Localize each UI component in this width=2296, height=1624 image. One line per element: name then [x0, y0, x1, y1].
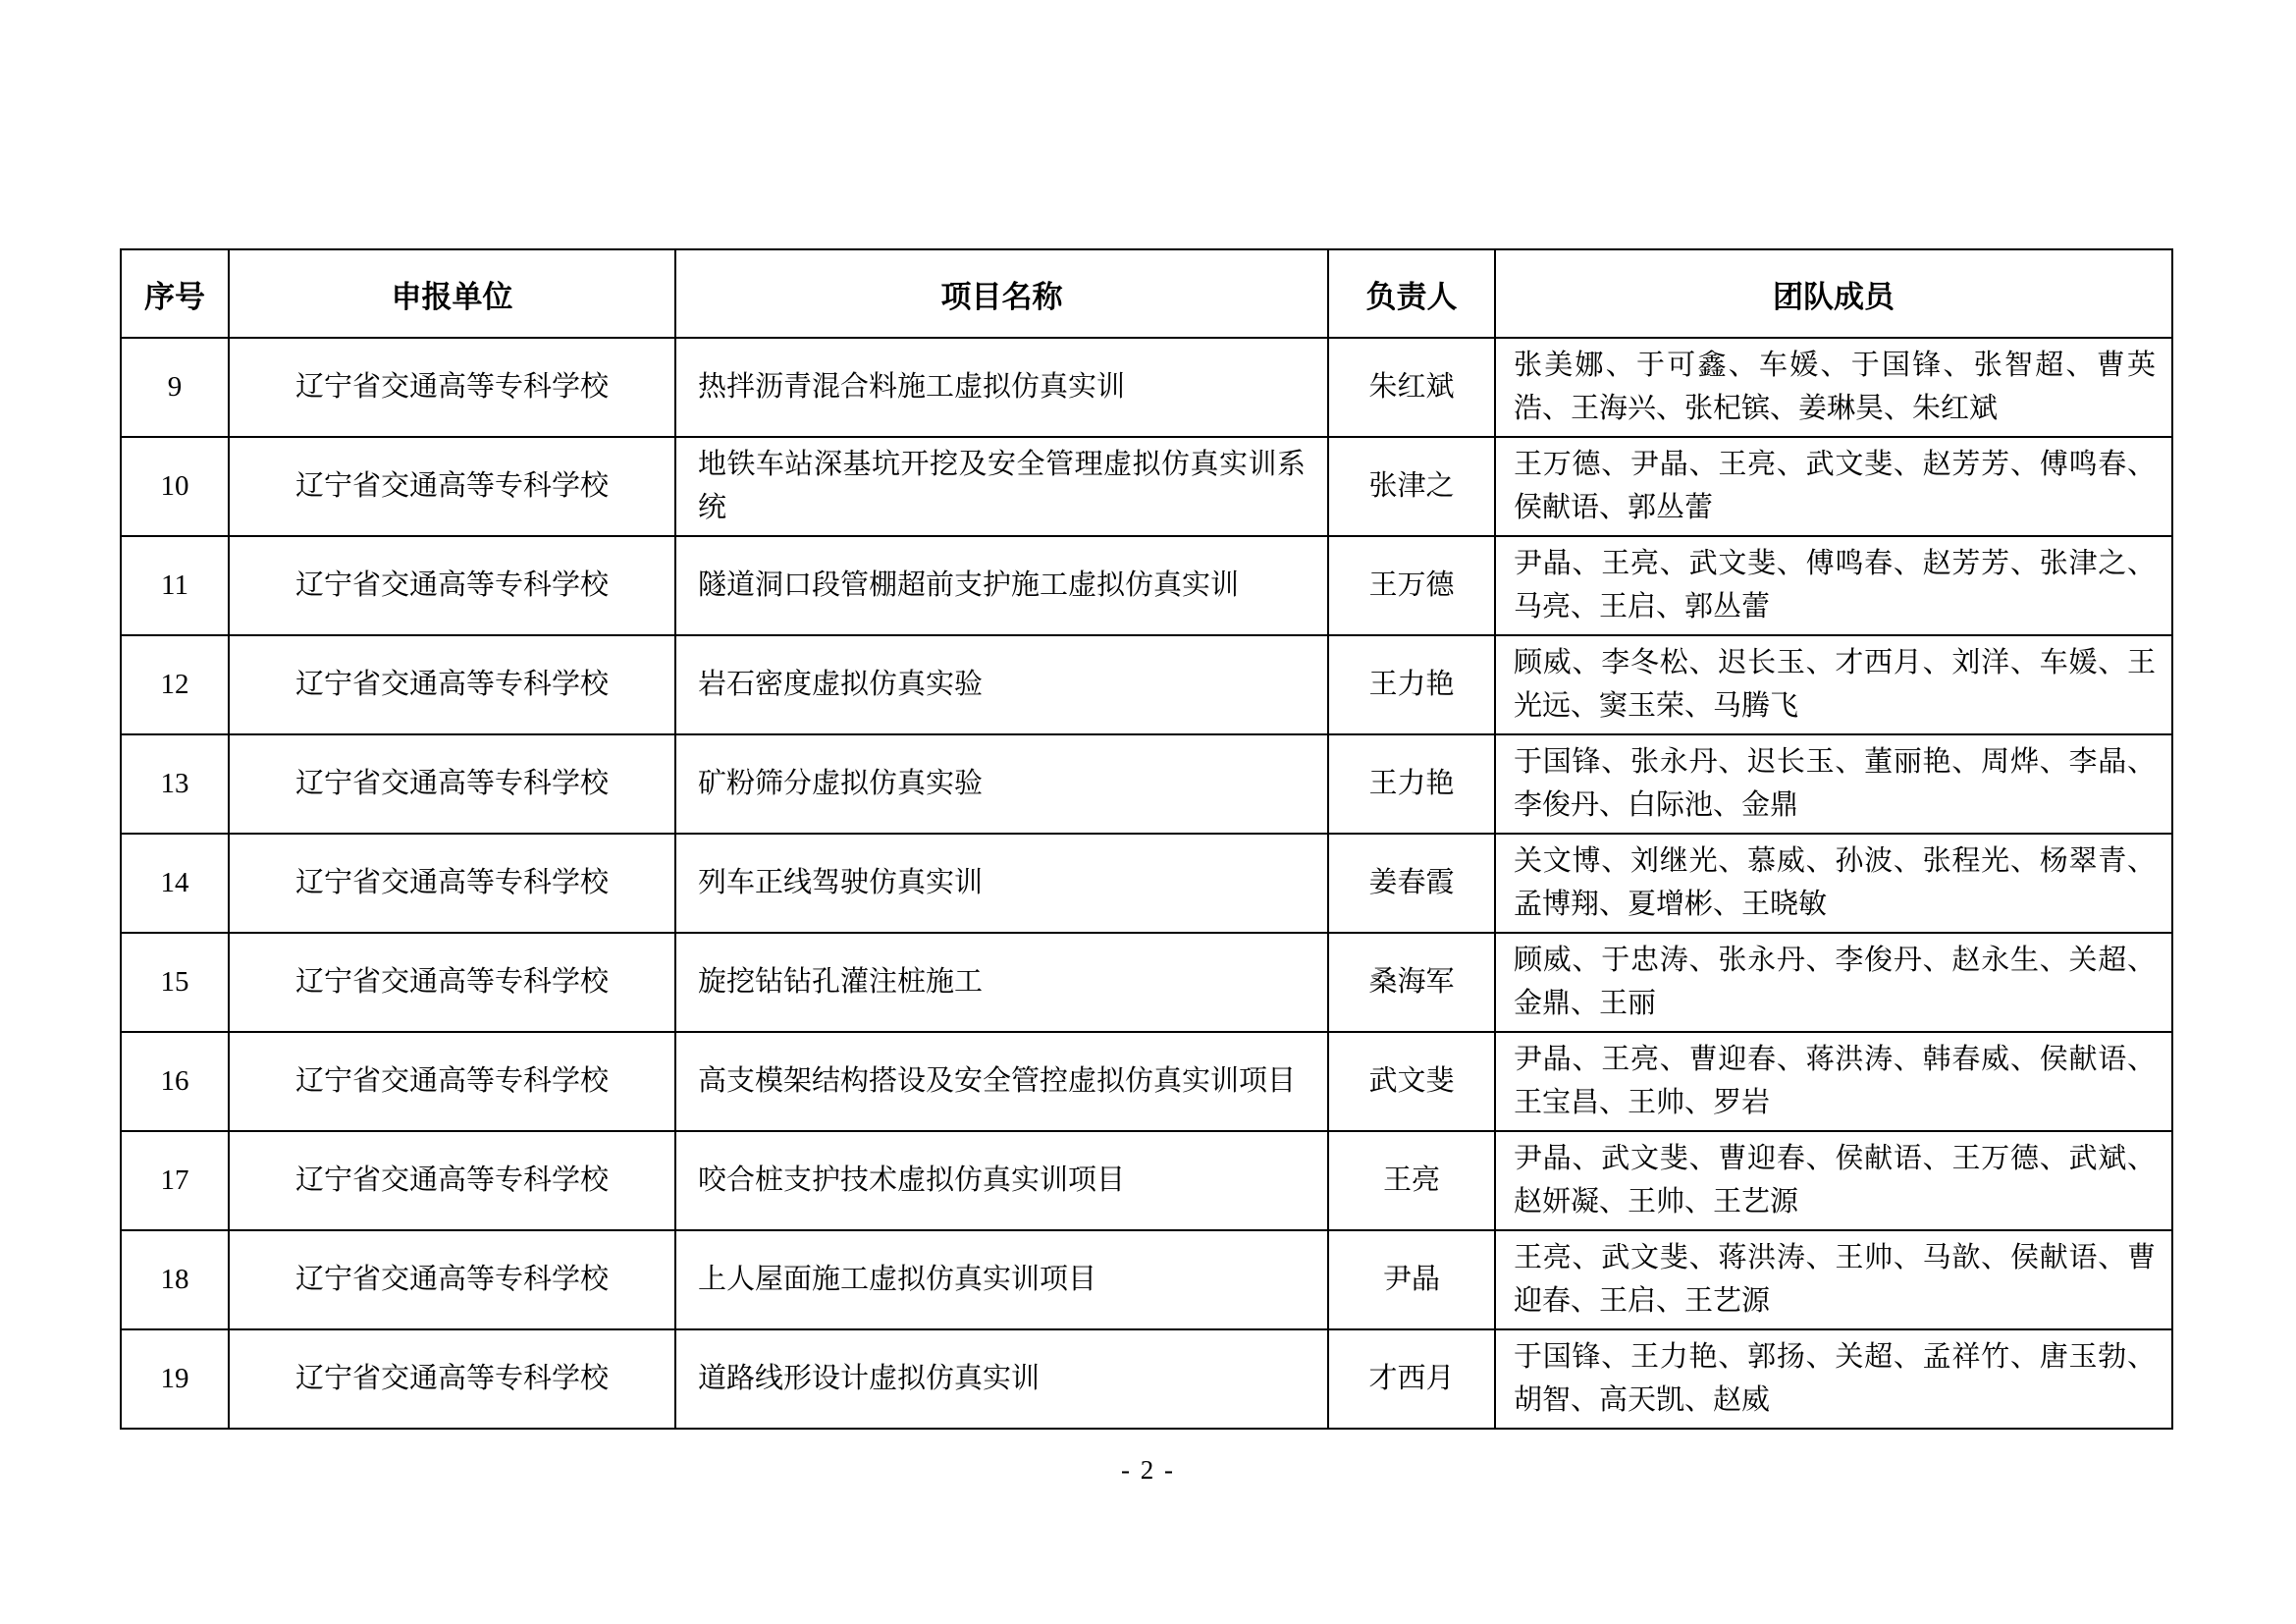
projects-table: [120, 248, 2173, 1430]
unit-cell: 辽宁省交通高等专科学校: [229, 1131, 675, 1230]
unit-cell: 辽宁省交通高等专科学校: [229, 1329, 675, 1429]
project-cell: 列车正线驾驶仿真实训: [675, 834, 1328, 933]
header-unit: 申报单位: [229, 249, 675, 338]
header-project: 项目名称: [675, 249, 1328, 338]
team-cell: 张美娜、于可鑫、车媛、于国锋、张智超、曹英浩、王海兴、张杞镔、姜琳昊、朱红斌: [1495, 338, 2172, 437]
table-row: [121, 933, 2172, 1032]
project-cell: 岩石密度虚拟仿真实验: [675, 635, 1328, 734]
leader-cell: 尹晶: [1328, 1230, 1495, 1329]
project-cell: 咬合桩支护技术虚拟仿真实训项目: [675, 1131, 1328, 1230]
page-number: - 2 -: [1121, 1455, 1175, 1485]
serial-cell: 15: [121, 933, 229, 1032]
unit-cell: 辽宁省交通高等专科学校: [229, 933, 675, 1032]
leader-cell: 桑海军: [1328, 933, 1495, 1032]
leader-cell: 王力艳: [1328, 635, 1495, 734]
table-row: [121, 1131, 2172, 1230]
project-cell: 上人屋面施工虚拟仿真实训项目: [675, 1230, 1328, 1329]
table-row: [121, 338, 2172, 437]
table-row: [121, 1032, 2172, 1131]
leader-cell: 才西月: [1328, 1329, 1495, 1429]
serial-cell: 16: [121, 1032, 229, 1131]
team-cell: 尹晶、武文斐、曹迎春、侯献语、王万德、武斌、赵妍凝、王帅、王艺源: [1495, 1131, 2172, 1230]
unit-cell: 辽宁省交通高等专科学校: [229, 834, 675, 933]
team-cell: 顾威、于忠涛、张永丹、李俊丹、赵永生、关超、金鼎、王丽: [1495, 933, 2172, 1032]
unit-cell: 辽宁省交通高等专科学校: [229, 635, 675, 734]
team-cell: 王亮、武文斐、蒋洪涛、王帅、马歆、侯献语、曹迎春、王启、王艺源: [1495, 1230, 2172, 1329]
table-header-row: [121, 249, 2172, 338]
table-row: [121, 734, 2172, 834]
team-cell: 于国锋、王力艳、郭扬、关超、孟祥竹、唐玉勃、胡智、高天凯、赵威: [1495, 1329, 2172, 1429]
serial-cell: 18: [121, 1230, 229, 1329]
table-row: [121, 536, 2172, 635]
project-cell: 道路线形设计虚拟仿真实训: [675, 1329, 1328, 1429]
header-team: 团队成员: [1495, 249, 2172, 338]
project-cell: 隧道洞口段管棚超前支护施工虚拟仿真实训: [675, 536, 1328, 635]
table-row: [121, 1329, 2172, 1429]
header-serial: 序号: [121, 249, 229, 338]
team-cell: 于国锋、张永丹、迟长玉、董丽艳、周烨、李晶、李俊丹、白际池、金鼎: [1495, 734, 2172, 834]
header-leader: 负责人: [1328, 249, 1495, 338]
project-cell: 高支模架结构搭设及安全管控虚拟仿真实训项目: [675, 1032, 1328, 1131]
team-cell: 王万德、尹晶、王亮、武文斐、赵芳芳、傅鸣春、侯献语、郭丛蕾: [1495, 437, 2172, 536]
serial-cell: 13: [121, 734, 229, 834]
table-body: [121, 338, 2172, 1429]
serial-cell: 17: [121, 1131, 229, 1230]
team-cell: 尹晶、王亮、武文斐、傅鸣春、赵芳芳、张津之、马亮、王启、郭丛蕾: [1495, 536, 2172, 635]
team-cell: 顾威、李冬松、迟长玉、才西月、刘洋、车媛、王光远、窦玉荣、马腾飞: [1495, 635, 2172, 734]
serial-cell: 11: [121, 536, 229, 635]
leader-cell: 王亮: [1328, 1131, 1495, 1230]
table-row: [121, 635, 2172, 734]
unit-cell: 辽宁省交通高等专科学校: [229, 1032, 675, 1131]
unit-cell: 辽宁省交通高等专科学校: [229, 1230, 675, 1329]
serial-cell: 12: [121, 635, 229, 734]
team-cell: 关文博、刘继光、慕威、孙波、张程光、杨翠青、孟博翔、夏增彬、王晓敏: [1495, 834, 2172, 933]
unit-cell: 辽宁省交通高等专科学校: [229, 734, 675, 834]
leader-cell: 王万德: [1328, 536, 1495, 635]
unit-cell: 辽宁省交通高等专科学校: [229, 536, 675, 635]
serial-cell: 19: [121, 1329, 229, 1429]
leader-cell: 姜春霞: [1328, 834, 1495, 933]
table-row: [121, 1230, 2172, 1329]
table-row: [121, 437, 2172, 536]
table-row: [121, 834, 2172, 933]
leader-cell: 张津之: [1328, 437, 1495, 536]
project-cell: 矿粉筛分虚拟仿真实验: [675, 734, 1328, 834]
project-cell: 地铁车站深基坑开挖及安全管理虚拟仿真实训系统: [675, 437, 1328, 536]
team-cell: 尹晶、王亮、曹迎春、蒋洪涛、韩春威、侯献语、王宝昌、王帅、罗岩: [1495, 1032, 2172, 1131]
leader-cell: 王力艳: [1328, 734, 1495, 834]
leader-cell: 朱红斌: [1328, 338, 1495, 437]
leader-cell: 武文斐: [1328, 1032, 1495, 1131]
serial-cell: 14: [121, 834, 229, 933]
serial-cell: 9: [121, 338, 229, 437]
project-cell: 热拌沥青混合料施工虚拟仿真实训: [675, 338, 1328, 437]
unit-cell: 辽宁省交通高等专科学校: [229, 338, 675, 437]
serial-cell: 10: [121, 437, 229, 536]
project-cell: 旋挖钻钻孔灌注桩施工: [675, 933, 1328, 1032]
unit-cell: 辽宁省交通高等专科学校: [229, 437, 675, 536]
